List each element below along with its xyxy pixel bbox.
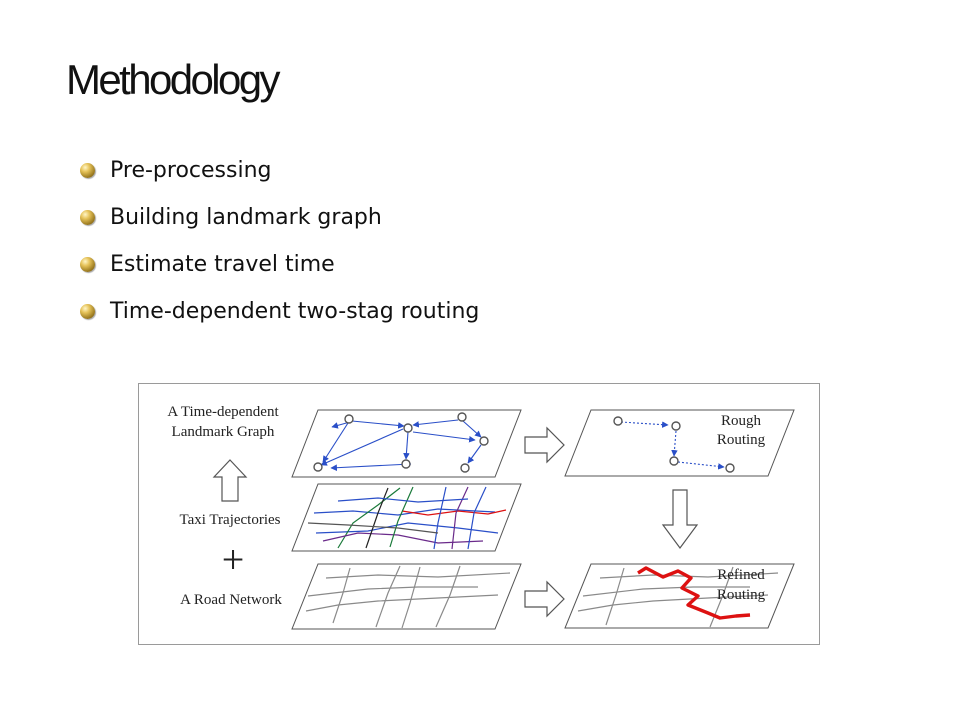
- bullet-item: [80, 246, 479, 293]
- landmark-graph-label: Landmark Graph: [171, 424, 275, 440]
- rough-routing-label: Routing: [716, 432, 766, 448]
- bullet-icon: [80, 304, 95, 319]
- taxi-trajectories-label: Taxi Trajectories: [179, 512, 281, 528]
- rough-routing-label: Rough: [720, 413, 762, 429]
- bullet-list: [80, 152, 479, 340]
- methodology-diagram: [138, 383, 820, 645]
- bullet-text: Building landmark graph: [110, 205, 382, 230]
- plus-sign: +: [221, 537, 245, 582]
- road-network-label: A Road Network: [180, 592, 282, 608]
- trajectories-panel: [292, 484, 521, 551]
- refined-routing-label: Routing: [716, 587, 766, 603]
- bullet-text: Time-dependent two-stag routing: [110, 299, 480, 324]
- refined-routing-label: Refined: [717, 567, 765, 583]
- bullet-icon: [80, 163, 95, 178]
- bullet-text: Estimate travel time: [110, 252, 335, 277]
- bullet-text: Pre-processing: [110, 158, 272, 183]
- bullet-icon: [80, 210, 95, 225]
- bullet-item: [80, 293, 479, 340]
- bullet-icon: [80, 257, 95, 272]
- slide-title: Methodology: [66, 56, 278, 103]
- landmark-graph-label: A Time-dependent: [167, 404, 279, 420]
- bullet-item: [80, 199, 479, 246]
- bullet-item: [80, 152, 479, 199]
